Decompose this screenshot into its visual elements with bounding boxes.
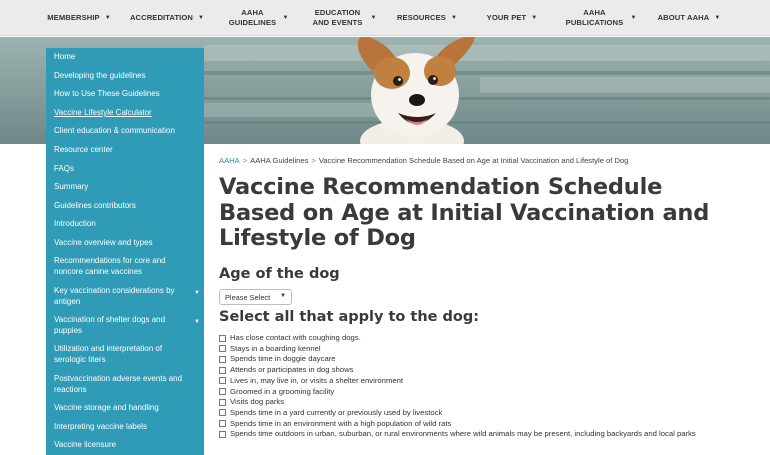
checklist-item <box>219 429 739 440</box>
checkbox[interactable] <box>219 409 226 416</box>
caret-down-icon: ▼ <box>714 15 721 21</box>
checkbox-label[interactable]: Visits dog parks <box>230 397 285 407</box>
checkbox-label[interactable]: Stays in a boarding kennel <box>230 343 321 353</box>
checklist-item <box>219 354 739 365</box>
age-select[interactable] <box>219 289 292 305</box>
nav-about-aaha[interactable] <box>652 0 726 36</box>
sidebar-item-label: Summary <box>54 182 89 191</box>
caret-down-icon: ▼ <box>104 15 111 21</box>
nav-label: AAHA PUBLICATIONS <box>565 8 624 27</box>
sidebar-item-lifestyle-calculator[interactable] <box>46 108 204 119</box>
chevron-down-icon[interactable]: ▼ <box>194 319 200 325</box>
checklist-item <box>219 397 739 408</box>
sidebar-item-label: Recommendations for core and noncore canine vaccines <box>54 256 166 276</box>
sidebar-item-how-to-use[interactable] <box>46 89 204 100</box>
nav-aaha-publications[interactable] <box>560 0 640 36</box>
caret-down-icon: ▼ <box>282 15 289 21</box>
checklist-item <box>219 344 739 355</box>
sidebar-item-label: Vaccine overview and types <box>54 238 153 247</box>
sidebar-item-label: Interpreting vaccine labels <box>54 422 147 431</box>
breadcrumb-separator: > <box>311 156 316 165</box>
checkbox-label[interactable]: Groomed in a grooming facility <box>230 386 335 396</box>
breadcrumb-separator: > <box>242 156 248 165</box>
sidebar-item-vaccine-overview[interactable] <box>46 238 204 249</box>
checkbox[interactable] <box>219 335 226 342</box>
checkbox[interactable] <box>219 420 226 427</box>
breadcrumb-link-aaha[interactable]: AAHA <box>219 156 240 165</box>
nav-label: AAHA GUIDELINES <box>228 8 277 27</box>
sidebar-item-label: FAQs <box>54 164 75 173</box>
sidebar-item-label: Client education & communication <box>54 126 175 135</box>
sidebar-item-vaccine-labels[interactable] <box>46 422 204 433</box>
checkbox-label[interactable]: Has close contact with coughing dogs. <box>230 333 361 342</box>
sidebar-item-developing-guidelines[interactable] <box>46 71 204 82</box>
checkbox[interactable] <box>219 377 226 384</box>
chevron-down-icon[interactable]: ▼ <box>194 290 200 296</box>
caret-down-icon: ▼ <box>197 15 205 21</box>
age-select-value: Please Select <box>225 292 271 302</box>
checklist-item <box>219 333 739 344</box>
sidebar-item-label: Utilization and interpretation of serologic titers <box>54 344 163 364</box>
nav-your-pet[interactable] <box>482 0 542 36</box>
sidebar-item-label: Developing the guidelines <box>54 71 146 80</box>
nav-membership[interactable] <box>40 0 118 36</box>
top-navigation <box>0 0 770 36</box>
sidebar-item-summary[interactable] <box>46 182 204 193</box>
sidebar-item-resource-center[interactable] <box>46 145 204 156</box>
checkbox-label[interactable]: Spends time outdoors in urban, suburban, or rural environments where wild animals may be present, including backyards and local parks <box>230 429 696 439</box>
sidebar-item-storage-handling[interactable] <box>46 403 204 414</box>
breadcrumb <box>219 156 628 165</box>
caret-down-icon: ▼ <box>630 15 637 21</box>
nav-label: MEMBERSHIP <box>47 13 100 22</box>
nav-label: EDUCATION AND EVENTS <box>312 8 363 27</box>
sidebar-item-contributors[interactable] <box>46 201 204 212</box>
checkbox-label[interactable]: Spends time in doggie daycare <box>230 354 336 364</box>
sidebar-item-label: Vaccine Lifestyle Calculator <box>54 108 152 117</box>
nav-label: ABOUT AAHA <box>657 13 710 22</box>
sidebar-item-label: Vaccine licensure <box>54 440 117 449</box>
sidebar-item-shelter-dogs[interactable] <box>46 315 204 336</box>
nav-accreditation[interactable] <box>122 0 212 36</box>
caret-down-icon: ▼ <box>531 15 538 21</box>
page-title: Vaccine Recommendation Schedule Based on Age at Initial Vaccination and Lifestyle of Dog <box>219 174 710 251</box>
sidebar-item-label: Vaccination of shelter dogs and puppies <box>54 315 166 335</box>
nav-label: YOUR PET <box>486 13 527 22</box>
checkbox[interactable] <box>219 367 226 374</box>
sidebar-item-label: Postvaccination adverse events and reactions <box>54 374 183 394</box>
nav-aaha-guidelines[interactable] <box>222 0 294 36</box>
sidebar-item-key-considerations[interactable] <box>46 286 204 307</box>
checkbox[interactable] <box>219 345 226 352</box>
caret-down-icon: ▼ <box>450 15 458 21</box>
checklist-item <box>219 419 739 430</box>
nav-label: ACCREDITATION <box>129 13 193 22</box>
age-heading: Age of the dog <box>219 266 340 282</box>
checkbox-label[interactable]: Attends or participates in dog shows <box>230 365 354 375</box>
sidebar-item-home[interactable] <box>46 52 204 63</box>
sidebar-item-label: Resource center <box>54 145 113 154</box>
sidebar-item-introduction[interactable] <box>46 219 204 230</box>
checklist-item <box>219 376 739 387</box>
sidebar-item-label: Introduction <box>54 219 96 228</box>
caret-down-icon: ▼ <box>370 15 377 21</box>
checkbox[interactable] <box>219 399 226 406</box>
sidebar-item-label: Key vaccination considerations by antigen <box>54 286 175 306</box>
guidelines-sidebar <box>46 48 204 455</box>
sidebar-item-label: Vaccine storage and handling <box>54 403 159 412</box>
checkbox-label[interactable]: Spends time in an environment with a high population of wild rats <box>230 418 452 428</box>
sidebar-item-label: Home <box>54 52 76 61</box>
checklist-item <box>219 408 739 419</box>
lifestyle-checklist <box>219 333 739 440</box>
sidebar-item-label: Guidelines contributors <box>54 201 136 210</box>
sidebar-item-core-noncore[interactable] <box>46 256 204 277</box>
checkbox[interactable] <box>219 431 226 438</box>
sidebar-item-client-education[interactable] <box>46 126 204 137</box>
sidebar-item-label: How to Use These Guidelines <box>54 89 160 98</box>
checkbox[interactable] <box>219 388 226 395</box>
nav-education-events[interactable] <box>305 0 381 36</box>
breadcrumb-current: Vaccine Recommendation Schedule Based on Age at Initial Vaccination and Lifestyle of Dog <box>318 156 629 165</box>
checkbox[interactable] <box>219 356 226 363</box>
checkbox-label[interactable]: Spends time in a yard currently or previously used by livestock <box>230 407 443 417</box>
breadcrumb-link-guidelines[interactable]: AAHA Guidelines <box>250 156 309 165</box>
sidebar-item-serologic-titers[interactable] <box>46 344 204 365</box>
checklist-item <box>219 365 739 376</box>
sidebar-item-faqs[interactable] <box>46 164 204 175</box>
lifestyle-heading: Select all that apply to the dog: <box>219 309 480 325</box>
sidebar-item-adverse-events[interactable] <box>46 374 204 395</box>
nav-label: RESOURCES <box>396 13 446 22</box>
checkbox-label[interactable]: Lives in, may live in, or visits a shelter environment <box>230 375 404 385</box>
sidebar-item-vaccine-licensure[interactable] <box>46 440 204 451</box>
chevron-down-icon: ▼ <box>280 293 286 299</box>
nav-resources[interactable] <box>392 0 462 36</box>
checklist-item <box>219 387 739 398</box>
